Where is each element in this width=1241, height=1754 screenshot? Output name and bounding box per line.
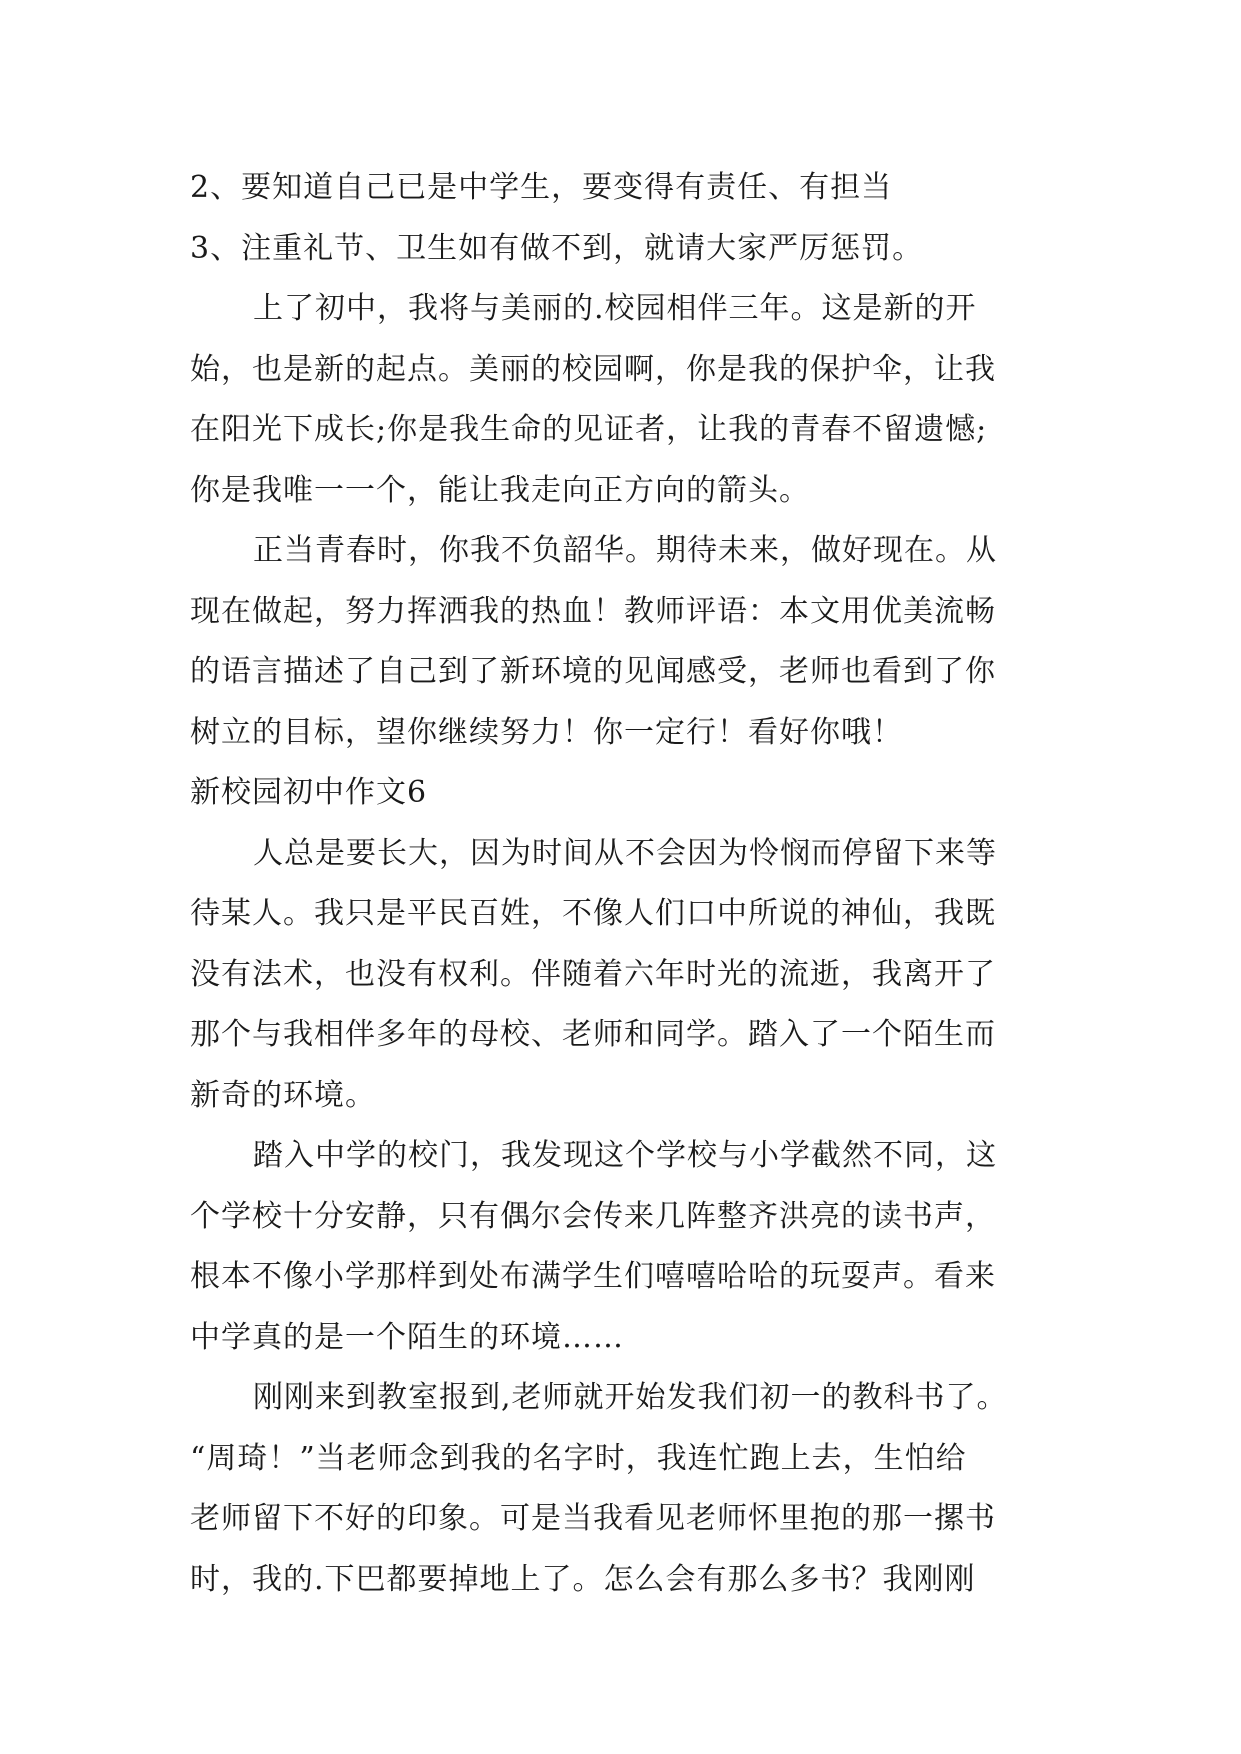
text-line: 2、要知道自己已是中学生，要变得有责任、有担当 [190, 170, 893, 205]
paragraph-start-line: 正当青春时，你我不负韶华。期待未来，做好现在。从 [253, 533, 997, 568]
text-line: 你是我唯一一个，能让我走向正方向的箭头。 [190, 472, 810, 508]
essay-body [190, 158, 1060, 1610]
text-line: 新奇的环境。 [190, 1077, 376, 1113]
paragraph-start-line: 刚刚来到教室报到,老师就开始发我们初一的教科书了。 [253, 1380, 1008, 1415]
paragraph-start-line: 上了初中，我将与美丽的.校园相伴三年。这是新的开 [253, 291, 977, 326]
text-line: 始，也是新的起点。美丽的校园啊，你是我的保护伞，让我 [190, 351, 996, 387]
text-line: 老师留下不好的印象。可是当我看见老师怀里抱的那一摞书 [190, 1501, 996, 1536]
text-line: 根本不像小学那样到处布满学生们嘻嘻哈哈的玩耍声。看来 [190, 1259, 996, 1294]
text-line: 树立的目标，望你继续努力！你一定行！看好你哦！ [190, 714, 903, 750]
text-line: 中学真的是一个陌生的环境…… [190, 1319, 624, 1355]
text-line: 待某人。我只是平民百姓，不像人们口中所说的神仙，我既 [190, 896, 996, 931]
text-line: 时，我的.下巴都要掉地上了。怎么会有那么多书？我刚刚 [190, 1561, 976, 1597]
section-heading: 新校园初中作文6 [190, 775, 428, 810]
text-line: 在阳光下成长;你是我生命的见证者，让我的青春不留遗憾; [190, 412, 988, 447]
text-line: 现在做起，努力挥洒我的热血！教师评语：本文用优美流畅 [190, 593, 996, 629]
text-line: 3、注重礼节、卫生如有做不到，就请大家严厉惩罚。 [190, 230, 924, 266]
text-line: 没有法术，也没有权利。伴随着六年时光的流逝，我离开了 [190, 956, 996, 992]
text-line: “周琦！”当老师念到我的名字时，我连忙跑上去，生怕给 [190, 1440, 967, 1476]
text-line: 那个与我相伴多年的母校、老师和同学。踏入了一个陌生而 [190, 1017, 996, 1052]
text-line: 个学校十分安静，只有偶尔会传来几阵整齐洪亮的读书声， [190, 1198, 996, 1234]
text-line: 的语言描述了自己到了新环境的见闻感受，老师也看到了你 [190, 654, 996, 689]
paragraph-start-line: 人总是要长大，因为时间从不会因为怜悯而停留下来等 [253, 835, 997, 871]
paragraph-start-line: 踏入中学的校门，我发现这个学校与小学截然不同，这 [253, 1138, 997, 1173]
